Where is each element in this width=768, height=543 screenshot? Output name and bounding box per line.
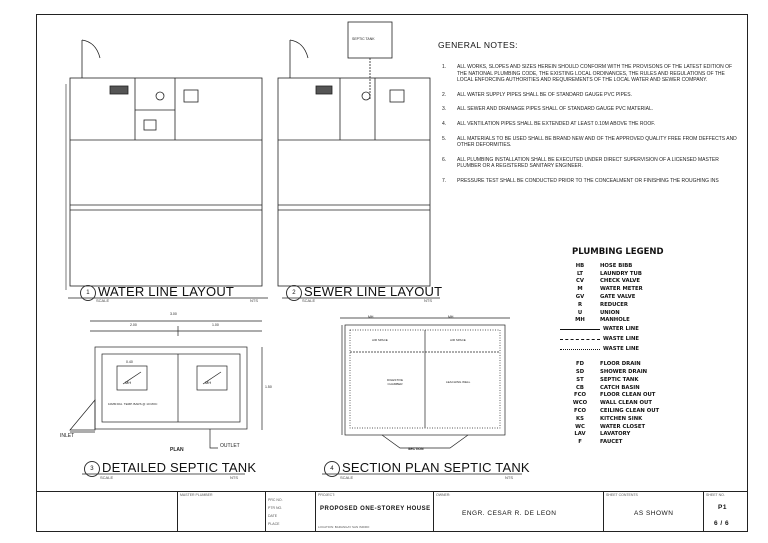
sewer-line-plan	[278, 22, 430, 286]
legend-label: FLOOR CLEAN OUT	[600, 392, 656, 399]
legend-label: WATER METER	[600, 286, 643, 293]
legend-label: CEILING CLEAN OUT	[600, 408, 660, 415]
sheet-contents-caption: SHEET CONTENTS	[606, 493, 638, 497]
legend-abbr: M	[577, 286, 583, 293]
dim-c: 0.40	[126, 360, 133, 364]
note-item	[438, 157, 738, 170]
sheet-no-caption: SHEET NO.	[706, 493, 725, 497]
prc-caption: PRC NO.	[268, 498, 283, 502]
legend-abbr: WCO	[572, 400, 588, 407]
legend-abbr: HB	[575, 262, 585, 269]
legend-label: FAUCET	[600, 439, 623, 446]
legend-row	[560, 270, 720, 278]
legend-label: SEPTIC TANK	[600, 376, 639, 383]
plan-label: PLAN	[170, 447, 184, 453]
location-caption: LOCATION: BARANGAY SAN ISIDRO	[318, 525, 370, 529]
septic-tank-plan	[70, 321, 262, 448]
legend-row	[560, 376, 720, 384]
scale-value: AS SHOWN	[634, 510, 674, 517]
nts-label: NTS	[424, 298, 432, 303]
shower-fixture	[184, 90, 198, 102]
owner-name: ENGR. CESAR R. DE LEON	[462, 510, 557, 517]
legend-row	[560, 278, 720, 286]
legend-abbr-list	[560, 262, 720, 324]
owner-cell	[433, 492, 603, 532]
legend-label: REDUCER	[600, 301, 628, 308]
air-space-right: AIR SPACE	[450, 338, 466, 342]
legend-line-swatch	[560, 339, 600, 340]
detail-number-badge: 2	[286, 285, 302, 301]
legend-abbr: WC	[575, 423, 585, 430]
legend-label: HOSE BIBB	[600, 262, 633, 269]
dim-total: 3.00	[170, 312, 177, 316]
legend-title: PLUMBING LEGEND	[572, 247, 664, 257]
master-plumber-cell	[177, 492, 265, 532]
legend-row	[560, 301, 720, 309]
inlet-label: INLET	[60, 433, 75, 439]
legend-abbr: CV	[576, 278, 584, 285]
legend-line-row	[560, 324, 720, 334]
sheet-contents-cell	[603, 492, 703, 532]
leaching-well-label: LEACHING WELL	[446, 380, 471, 384]
legend-line-row	[560, 334, 720, 344]
scale-label: SCALE	[302, 298, 316, 303]
master-plumber-caption: MASTER PLUMBER	[180, 493, 213, 497]
notes-list	[438, 64, 738, 185]
legend-abbr: KS	[576, 415, 584, 422]
legend-label: LAVATORY	[600, 431, 631, 438]
scale-label: SCALE	[340, 475, 354, 480]
legend-row	[560, 392, 720, 400]
legend-row	[560, 360, 720, 368]
legend-abbr: FCO	[573, 408, 586, 415]
legend-abbr: U	[577, 309, 583, 316]
water-plan-outline	[70, 78, 262, 286]
sewer-plan-outline	[278, 78, 430, 286]
legend-line-swatch	[560, 329, 600, 330]
legend-abbr: LAV	[574, 431, 586, 438]
section-mh-left: MH	[368, 315, 374, 319]
legend-row	[560, 309, 720, 317]
legend-abbr: CB	[576, 384, 584, 391]
door-swing	[290, 40, 308, 78]
legend-label: WALL CLEAN OUT	[600, 400, 652, 407]
plumbing-legend	[560, 247, 720, 446]
legend-row	[560, 317, 720, 325]
legend-abbr: SD	[575, 369, 585, 376]
legend-row	[560, 431, 720, 439]
title-text: SECTION PLAN SEPTIC TANK	[342, 460, 530, 475]
legend-abbr-list-2	[560, 360, 720, 446]
owner-caption: OWNER:	[436, 493, 451, 497]
legend-label: WATER LINE	[603, 326, 639, 333]
legend-row	[560, 384, 720, 392]
septic-tank-section	[340, 318, 510, 448]
sheet-code: P1	[718, 504, 727, 511]
note-number: 1.	[442, 64, 447, 70]
air-space-left: AIR SPACE	[372, 338, 388, 342]
legend-abbr: LT	[576, 270, 584, 277]
legend-label: WASTE LINE	[603, 336, 639, 343]
scale-label: SCALE	[100, 475, 114, 480]
legend-row	[560, 368, 720, 376]
legend-label: FLOOR DRAIN	[600, 361, 641, 368]
legend-abbr: FCO	[573, 392, 586, 399]
legend-label: MANHOLE	[600, 317, 630, 324]
legend-line-row	[560, 344, 720, 354]
legend-abbr: FD	[575, 361, 584, 368]
nts-label: NTS	[250, 298, 258, 303]
note-number: 2.	[442, 91, 447, 98]
legend-row	[560, 407, 720, 415]
legend-row	[560, 438, 720, 446]
legend-label: KITCHEN SINK	[600, 415, 643, 422]
legend-lines-list	[560, 324, 720, 354]
septic-tank-box-label: SEPTIC TANK	[352, 37, 375, 41]
note-text: ALL PLUMBING INSTALLATION SHALL BE EXECUTED UNDER DIRECT SUPERVISION OF A LICENSED MASTER PLUMBER OR A REGISTERED SANITARY ENGINEER.	[457, 156, 719, 170]
digestive-chamber-label: DIGESTIVE CHAMBER	[386, 378, 403, 386]
title-block	[37, 491, 747, 532]
legend-row	[560, 293, 720, 301]
manhole-label-left: MH	[125, 380, 132, 385]
dim-side: 1.50	[265, 385, 272, 389]
general-notes	[438, 40, 738, 193]
project-caption: PROJECT:	[318, 493, 335, 497]
legend-label: LAUNDRY TUB	[600, 270, 642, 277]
legend-abbr: F	[578, 439, 582, 446]
general-notes-title: GENERAL NOTES:	[438, 40, 518, 50]
date-caption: DATE	[268, 514, 278, 518]
legend-abbr: MH	[575, 317, 585, 324]
shower-fixture	[390, 90, 404, 102]
note-text: PRESSURE TEST SHALL BE CONDUCTED PRIOR TO THE CONCEALMENT OR FINISHING THE ROUGHING INS	[457, 177, 719, 184]
legend-label: UNION	[600, 309, 620, 316]
stair-detail	[70, 400, 95, 430]
outlet-pipe	[210, 429, 218, 448]
legend-abbr: GV	[575, 294, 585, 301]
tank-outline	[95, 347, 247, 429]
legend-label: SHOWER DRAIN	[600, 369, 648, 376]
note-item	[438, 106, 738, 113]
note-text: ALL WORKS, SLOPES AND SIZES HEREIN SHOULD CONFORM WITH THE PROVISONS OF THE LATEST EDITION OF THE NATIONAL PLUMBING CODE, THE EXISTING LOCAL ORDINANCES, THE RULES AND REGULATIONS OF THE LOCAL ENFORCING AUTHORITIES AND REQUIREMENTS OF THE LOCAL WATER AND SEWER COMPANY.	[457, 64, 733, 84]
legend-label: WATER CLOSET	[600, 423, 646, 430]
legend-label: CATCH BASIN	[600, 384, 640, 391]
legend-label: WASTE LINE	[603, 346, 639, 353]
scale-label: SCALE	[96, 298, 110, 303]
note-item	[438, 136, 738, 149]
legend-row	[560, 423, 720, 431]
nts-label: NTS	[505, 475, 513, 480]
project-cell	[315, 492, 433, 532]
section-base	[382, 435, 468, 448]
detail-number-badge: 1	[80, 285, 96, 301]
legend-row	[560, 399, 720, 407]
legend-label: GATE VALVE	[600, 294, 636, 301]
legend-row	[560, 415, 720, 423]
section-label: SECTION	[408, 447, 424, 451]
note-number: 7.	[442, 177, 447, 184]
note-item	[438, 92, 738, 99]
note-item	[438, 178, 738, 185]
note-number: 5.	[442, 135, 447, 142]
legend-row	[560, 262, 720, 270]
sheet-number-cell	[703, 492, 747, 532]
note-item	[438, 64, 738, 84]
sink-fixture	[110, 86, 128, 94]
sheet-count: 6 / 6	[714, 520, 730, 527]
legend-row	[560, 285, 720, 293]
dim-b: 1.00	[212, 323, 219, 327]
note-number: 3.	[442, 106, 447, 113]
dim-a: 2.00	[130, 323, 137, 327]
section-mh-right: MH	[448, 315, 454, 319]
title-text: SEWER LINE LAYOUT	[304, 284, 443, 299]
project-name: PROPOSED ONE-STOREY HOUSE	[320, 506, 431, 512]
note-item	[438, 121, 738, 128]
water-closet-fixture	[362, 92, 370, 100]
license-cell	[265, 492, 315, 532]
legend-abbr: R	[577, 301, 583, 308]
legend-label: CHECK VALVE	[600, 278, 640, 285]
note-text: ALL SEWER AND DRAINAGE PIPES SHALL OF STANDARD GAUGE PVC MATERIAL.	[457, 106, 654, 113]
outlet-label: OUTLET	[220, 443, 240, 449]
water-closet-fixture	[156, 92, 164, 100]
title-section-plan-septic-tank	[324, 460, 530, 477]
nts-label: NTS	[230, 475, 238, 480]
water-line-plan	[66, 40, 262, 290]
note-text: ALL WATER SUPPLY PIPES SHALL BE OF STANDARD GAUGE PVC PIPES.	[457, 91, 632, 98]
detail-number-badge: 3	[84, 461, 100, 477]
door-swing	[82, 40, 100, 78]
tank-inner-wall	[102, 354, 240, 422]
manhole-label-right: MH	[205, 380, 212, 385]
place-caption: PLACE	[268, 522, 280, 526]
lavatory-fixture	[144, 120, 156, 130]
note-number: 4.	[442, 120, 447, 127]
note-number: 6.	[442, 156, 447, 163]
legend-line-swatch	[560, 349, 600, 350]
detail-number-badge: 4	[324, 461, 340, 477]
sink-fixture	[316, 86, 332, 94]
title-text: WATER LINE LAYOUT	[98, 284, 235, 299]
ptr-caption: PTR NO.	[268, 506, 283, 510]
note-text: ALL MATERIALS TO BE USED SHALL BE BRAND NEW AND OF THE APPROVED QUALITY FREE FROM DEFFECTS AND OTHER DEFORMITIES.	[457, 135, 737, 149]
note-text: ALL VENTILATION PIPES SHALL BE EXTENDED AT LEAST 0.10M ABOVE THE ROOF.	[457, 120, 656, 127]
title-text: DETAILED SEPTIC TANK	[102, 460, 257, 475]
rebar-note: 10MM DIA. TEMP. BARS @ 10 MOC	[108, 402, 158, 406]
legend-abbr: ST	[576, 376, 584, 383]
